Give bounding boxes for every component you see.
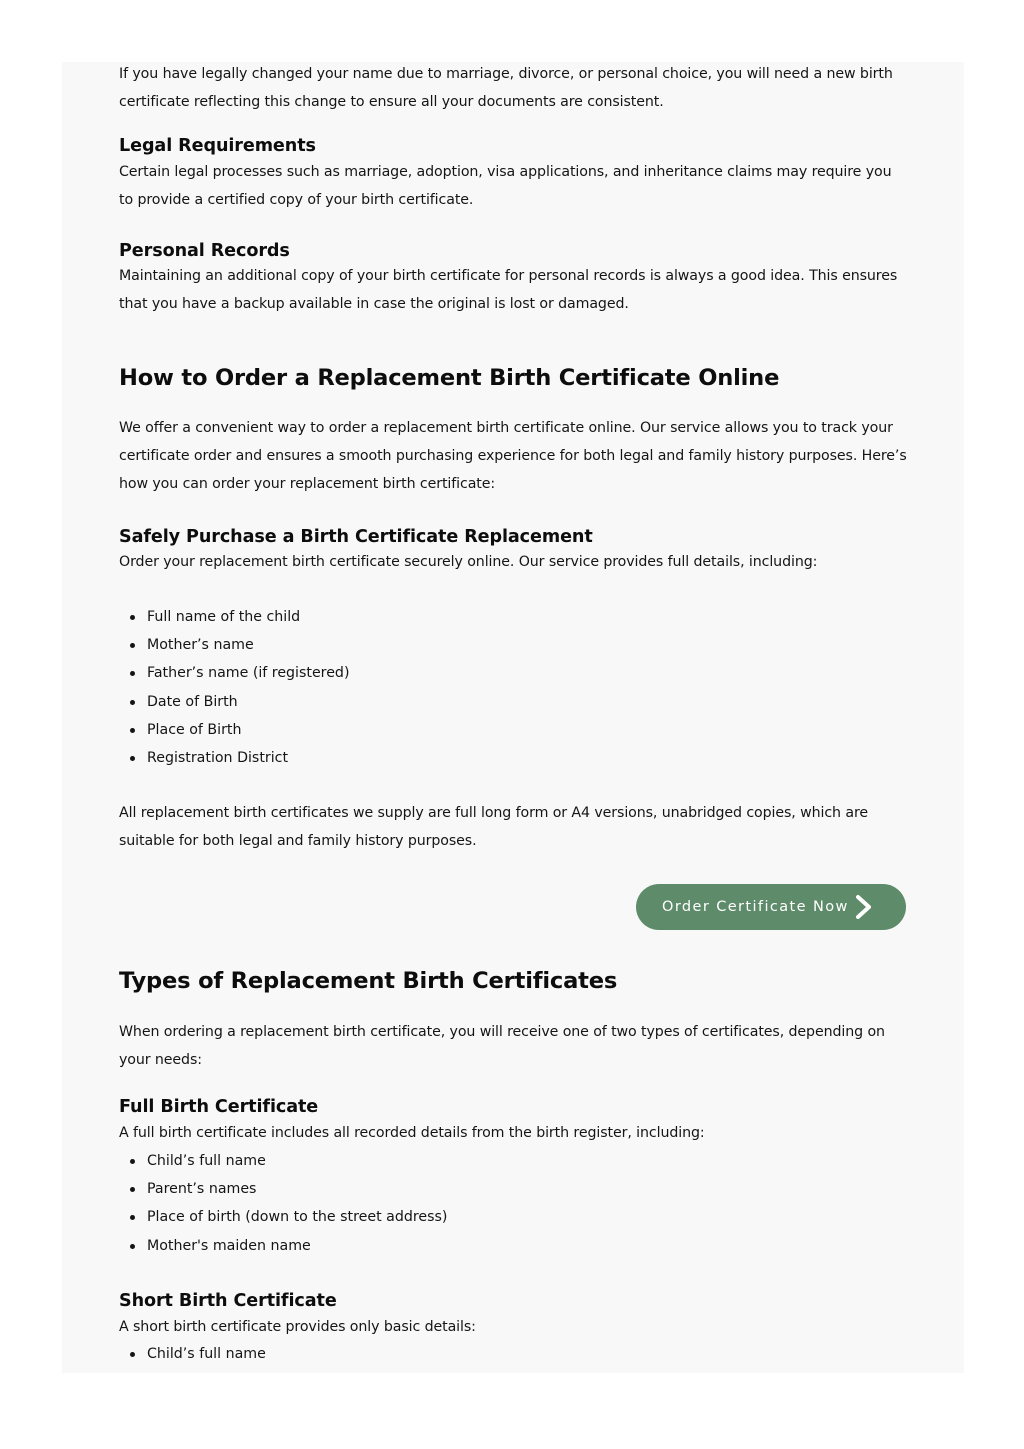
list-item: Place of Birth	[119, 716, 879, 744]
bullet-icon	[130, 1215, 135, 1220]
full-certificate-paragraph: A full birth certificate includes all recorded details from the birth register, including:	[119, 1125, 705, 1141]
list-item: Date of Birth	[119, 688, 879, 716]
personal-records-heading: Personal Records	[119, 241, 290, 261]
short-certificate-list	[119, 1340, 879, 1368]
legal-requirements-heading: Legal Requirements	[119, 136, 316, 156]
list-item: Registration District	[119, 744, 879, 772]
list-item: Child’s full name	[119, 1147, 879, 1175]
order-certificate-label: Order Certificate Now	[662, 899, 849, 915]
bullet-icon	[130, 1159, 135, 1164]
bullet-icon	[130, 728, 135, 733]
list-item: Mother’s name	[119, 631, 879, 659]
bullet-icon	[130, 1244, 135, 1249]
safely-purchase-paragraph: Order your replacement birth certificate securely online. Our service provides full details, including:	[119, 554, 818, 570]
types-heading: Types of Replacement Birth Certificates	[119, 968, 618, 994]
list-item: Father’s name (if registered)	[119, 659, 879, 687]
full-certificate-heading: Full Birth Certificate	[119, 1097, 319, 1117]
certificate-details-list	[119, 603, 879, 772]
bullet-icon	[130, 1352, 135, 1357]
list-item: Parent’s names	[119, 1175, 879, 1203]
full-certificate-list	[119, 1147, 879, 1260]
how-to-order-heading: How to Order a Replacement Birth Certificate Online	[119, 365, 780, 391]
how-to-order-paragraph: We offer a convenient way to order a replacement birth certificate online. Our service allows you to track your certificate order and ensures a smooth purchasing experience for both legal and family history purposes. Here’s how you can order your replacement birth certificate:	[119, 420, 907, 493]
short-certificate-heading: Short Birth Certificate	[119, 1291, 337, 1311]
content-card	[62, 62, 964, 1373]
name-change-paragraph: If you have legally changed your name due to marriage, divorce, or personal choice, you will need a new birth certificate reflecting this change to ensure all your documents are consistent.	[119, 66, 893, 111]
personal-records-paragraph: Maintaining an additional copy of your birth certificate for personal records is always a good idea. This ensures that you have a backup available in case the original is lost or damaged.	[119, 268, 898, 313]
types-paragraph: When ordering a replacement birth certificate, you will receive one of two types of certificates, depending on your needs:	[119, 1024, 885, 1069]
chevron-right-icon	[853, 895, 875, 919]
bullet-icon	[130, 700, 135, 705]
unabridged-note-paragraph: All replacement birth certificates we supply are full long form or A4 versions, unabridged copies, which are suitable for both legal and family history purposes.	[119, 805, 869, 850]
bullet-icon	[130, 756, 135, 761]
short-certificate-paragraph: A short birth certificate provides only basic details:	[119, 1319, 476, 1335]
list-item: Mother's maiden name	[119, 1232, 879, 1260]
bullet-icon	[130, 1187, 135, 1192]
list-item: Child’s full name	[119, 1340, 879, 1368]
order-certificate-button[interactable]	[636, 884, 906, 930]
list-item: Full name of the child	[119, 603, 879, 631]
bullet-icon	[130, 615, 135, 620]
safely-purchase-heading: Safely Purchase a Birth Certificate Replacement	[119, 527, 593, 547]
list-item: Place of birth (down to the street address)	[119, 1203, 879, 1231]
legal-requirements-paragraph: Certain legal processes such as marriage, adoption, visa applications, and inheritance claims may require you to provide a certified copy of your birth certificate.	[119, 164, 892, 209]
bullet-icon	[130, 671, 135, 676]
bullet-icon	[130, 643, 135, 648]
